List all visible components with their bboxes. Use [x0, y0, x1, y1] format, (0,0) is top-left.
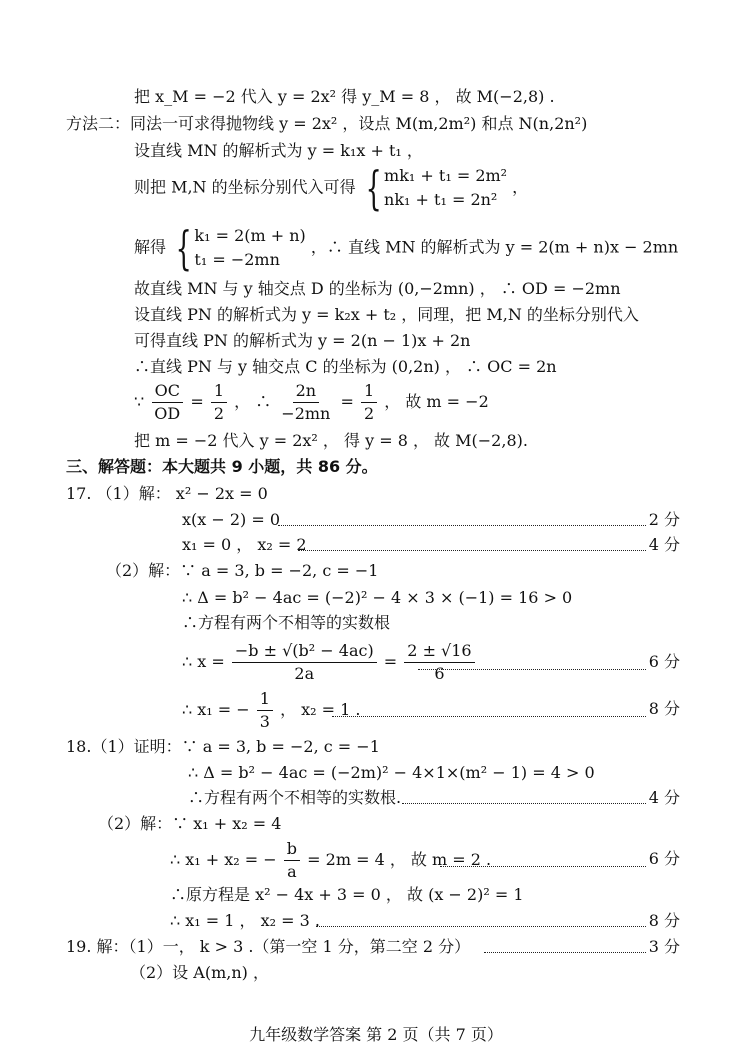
fraction-half: $\frac{1}{2}$: [211, 380, 227, 425]
line-pn-form: 设直线 PN 的解析式为 y = k₂x + t₂ ，同理，把 M,N 的坐标分别代入: [134, 305, 639, 324]
line-method1-end: 把 x_M = −2 代入 y = 2x² 得 y_M = 8 ， 故 M(−2,8) .: [134, 87, 555, 106]
line-point-d: 故直线 MN 与 y 轴交点 D 的坐标为 (0,−2mn) ， ∴ OD = −2mn: [134, 279, 621, 298]
dotted-leader: [440, 866, 646, 867]
dotted-leader: [298, 550, 646, 551]
line-method2-end: 把 m = −2 代入 y = 2x² ， 得 y = 8 ， 故 M(−2,8).: [134, 431, 528, 450]
m-value: = 2m = 4 ， 故 m = 2 .: [307, 850, 492, 869]
score-label: 2 分: [648, 510, 680, 529]
line-mn-form: 设直线 MN 的解析式为 y = k₁x + t₁ ，: [134, 141, 423, 160]
dotted-leader: [278, 525, 646, 526]
x-equals: ∴ x =: [182, 652, 225, 671]
therefore-text: ， ∴: [234, 392, 272, 411]
q17-final: [182, 688, 361, 733]
x2-equals: ， x₂ = 1 .: [280, 700, 361, 719]
q18-equation: ∴原方程是 x² − 4x + 3 = 0 ， 故 (x − 2)² = 1: [170, 885, 524, 904]
solve-intro: 解得: [134, 237, 167, 257]
fraction-b-a: $\frac{b}{a}$: [284, 838, 300, 883]
page-footer: 九年级数学答案 第 2 页（共 7 页）: [249, 1025, 503, 1044]
q18-discriminant: ∴ Δ = b² − 4ac = (−2m)² − 4×1×(m² − 1) = 4 > 0: [188, 763, 595, 782]
fraction-2n: $\frac{2n}{-2mn}$: [281, 381, 331, 423]
system-row: mk₁ + t₁ = 2m²: [384, 166, 508, 185]
system-row: t₁ = −2mn: [194, 250, 280, 269]
system-row: nk₁ + t₁ = 2n²: [384, 190, 498, 209]
q19-heading: 19. 解：（1）一， k > 3 .（第一空 1 分，第二空 2 分）: [66, 937, 471, 956]
system-row: k₁ = 2(m + n): [194, 226, 306, 245]
fraction-oc-od: $\frac{OC}{OD}$: [151, 380, 183, 425]
system-tail: ，: [512, 177, 529, 197]
sum-roots: ∴ x₁ + x₂ = −: [170, 850, 277, 869]
dotted-leader: [418, 669, 646, 670]
score-label: 8 分: [648, 699, 680, 718]
solution-system: [171, 221, 306, 275]
q18-part2: （2）解：∵ x₁ + x₂ = 4: [98, 814, 282, 833]
dotted-leader: [484, 952, 646, 953]
line-point-c: ∴直线 PN 与 y 轴交点 C 的坐标为 (0,2n) ， ∴ OC = 2n: [134, 357, 557, 376]
equals: =: [383, 652, 398, 671]
numeric-fraction: $\frac{2 \pm √16}{6}$: [404, 640, 474, 685]
line-ratio: [134, 380, 489, 425]
line-solve-system: [134, 221, 679, 275]
score-label: 4 分: [648, 788, 680, 807]
solve-tail: ，∴ 直线 MN 的解析式为 y = 2(m + n)x − 2mn: [310, 237, 679, 257]
brace-icon: {: [365, 161, 382, 215]
q17-roots-note: ∴方程有两个不相等的实数根: [182, 613, 391, 632]
equation-system: [361, 161, 508, 215]
q18-vieta: [170, 838, 491, 883]
score-label: 8 分: [648, 911, 680, 930]
q17-formula: [182, 640, 477, 685]
q17-discriminant: ∴ Δ = b² − 4ac = (−2)² − 4 × 3 × (−1) = 16 > 0: [182, 588, 573, 607]
because-symbol: ∵: [134, 392, 145, 411]
q18-final: ∴ x₁ = 1 ， x₂ = 3 .: [170, 911, 321, 930]
dotted-leader: [402, 803, 646, 804]
score-label: 6 分: [648, 849, 680, 868]
dotted-leader: [316, 926, 646, 927]
section-heading: 三、解答题：本大题共 9 小题，共 86 分。: [66, 457, 378, 476]
ratio-conclusion: ， 故 m = −2: [384, 392, 489, 411]
equals: =: [190, 392, 204, 411]
fraction-third: $\frac{1}{3}$: [257, 688, 273, 733]
equals: =: [340, 392, 354, 411]
brace-icon: {: [175, 221, 192, 275]
line-substitute-system: [134, 161, 529, 215]
q19-part2: （2）设 A(m,n) ，: [130, 963, 269, 982]
line-pn-result: 可得直线 PN 的解析式为 y = 2(n − 1)x + 2n: [134, 331, 471, 350]
q18-roots-note: ∴方程有两个不相等的实数根.: [188, 788, 402, 807]
score-label: 6 分: [648, 652, 680, 671]
score-label: 3 分: [648, 937, 680, 956]
system-intro: 则把 M,N 的坐标分别代入可得: [134, 177, 356, 197]
q17-step2: x₁ = 0 ， x₂ = 2: [182, 535, 307, 554]
score-label: 4 分: [648, 535, 680, 554]
q18-heading: 18.（1）证明：∵ a = 3, b = −2, c = −1: [66, 737, 380, 756]
fraction-half: $\frac{1}{2}$: [361, 380, 377, 425]
quadratic-formula-fraction: $\frac{\text{−b ± √(b² − 4ac)}}{2a}$: [232, 640, 377, 685]
x1-equals: ∴ x₁ = −: [182, 700, 250, 719]
q17-heading: 17. （1）解： x² − 2x = 0: [66, 484, 268, 503]
q17-part2: （2）解：∵ a = 3, b = −2, c = −1: [106, 561, 379, 580]
q17-step1: x(x − 2) = 0: [182, 510, 281, 529]
line-method2-title: 方法二：同法一可求得抛物线 y = 2x² ，设点 M(m,2m²) 和点 N(n,2n²): [66, 114, 588, 133]
dotted-leader: [332, 716, 646, 717]
